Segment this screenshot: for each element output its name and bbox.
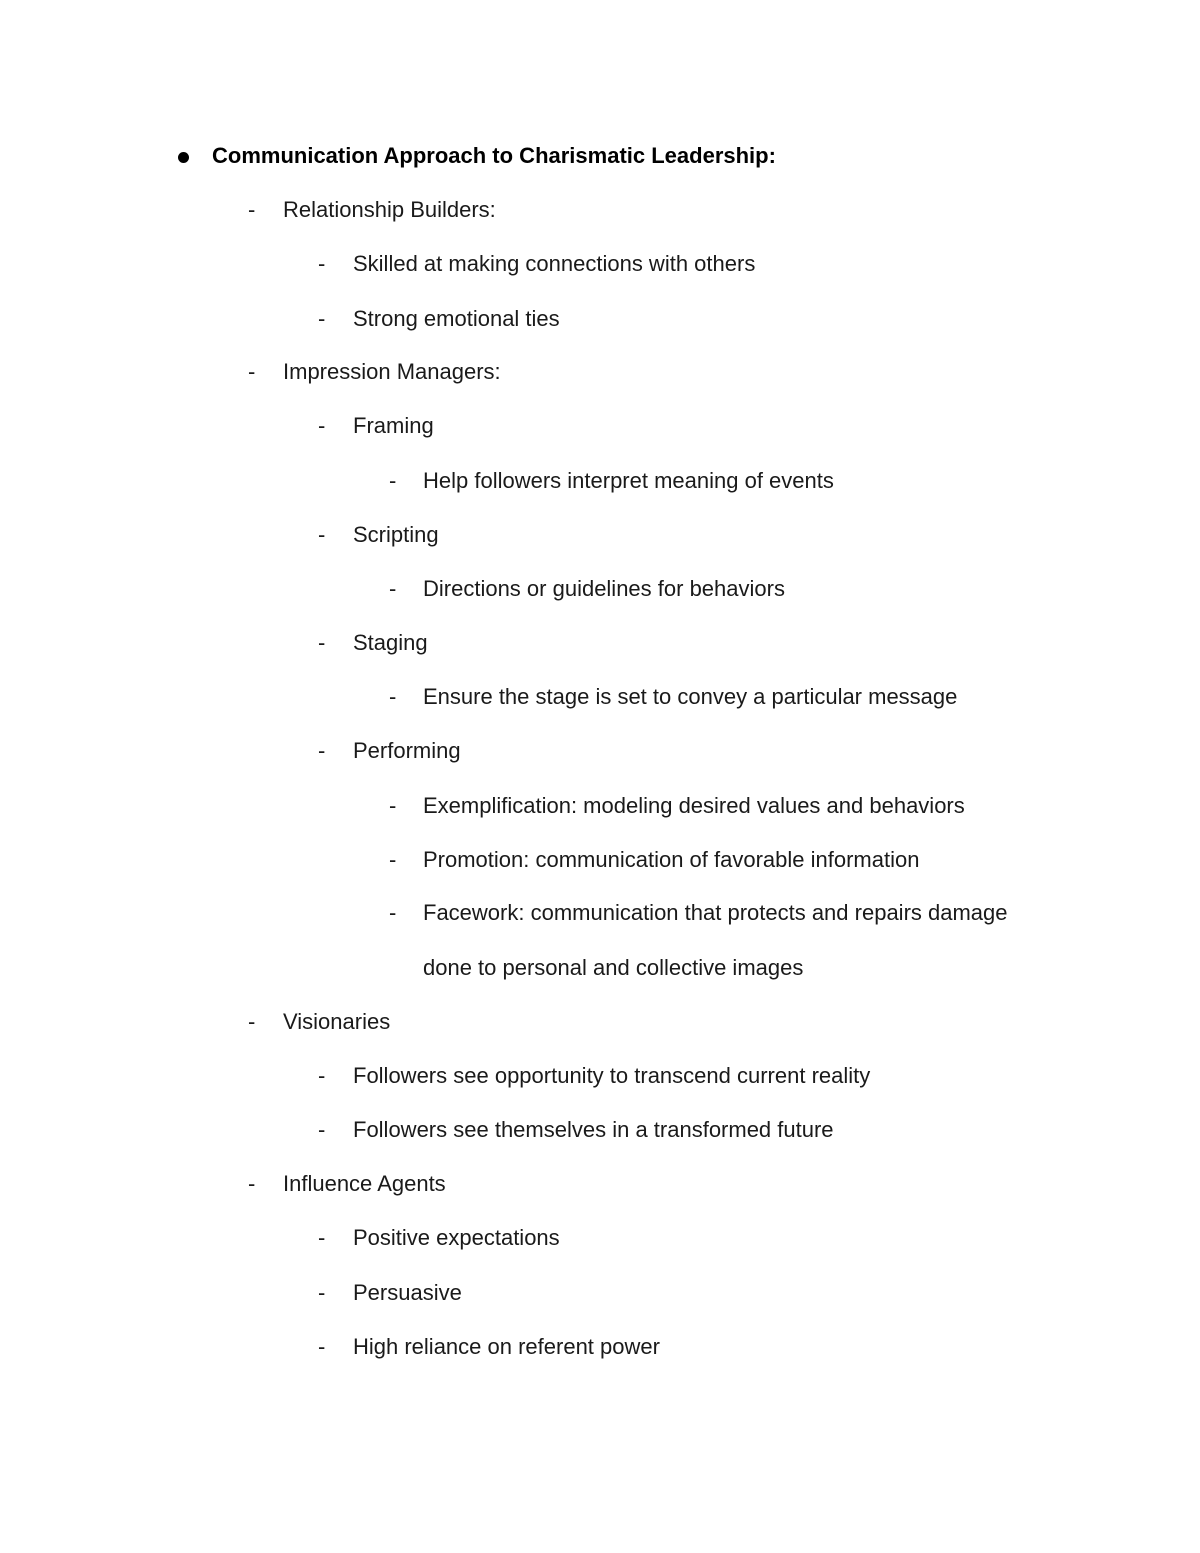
dash-marker: - (318, 1063, 326, 1088)
list-item: Followers see themselves in a transformed future (353, 1117, 834, 1142)
dash-marker: - (389, 793, 397, 818)
dash-marker: - (318, 1225, 326, 1250)
list-item: Influence Agents (283, 1171, 446, 1196)
dash-marker: - (248, 197, 256, 222)
dash-marker: - (248, 1171, 256, 1196)
list-item: Exemplification: modeling desired values and behaviors (423, 793, 965, 818)
dash-marker: - (389, 576, 397, 601)
dash-marker: - (389, 684, 397, 709)
list-item: Followers see opportunity to transcend current reality (353, 1063, 871, 1088)
bullet-dot-icon (178, 152, 189, 163)
list-item: Ensure the stage is set to convey a particular message (423, 684, 958, 709)
dash-marker: - (318, 413, 326, 438)
dash-marker: - (318, 1280, 326, 1305)
dash-marker: - (318, 1334, 326, 1359)
list-item: Promotion: communication of favorable information (423, 847, 920, 872)
list-item-continuation: done to personal and collective images (423, 955, 804, 980)
dash-marker: - (318, 630, 326, 655)
list-item: Persuasive (353, 1280, 462, 1305)
list-item: Relationship Builders: (283, 197, 496, 222)
list-item: Facework: communication that protects and repairs damage (423, 900, 1008, 925)
list-item: Performing (353, 738, 461, 763)
dash-marker: - (248, 359, 256, 384)
dash-marker: - (248, 1009, 256, 1034)
list-item: High reliance on referent power (353, 1334, 660, 1359)
dash-marker: - (318, 1117, 326, 1142)
list-item: Directions or guidelines for behaviors (423, 576, 785, 601)
list-item: Help followers interpret meaning of events (423, 468, 834, 493)
dash-marker: - (389, 468, 397, 493)
list-item: Staging (353, 630, 428, 655)
list-item: Skilled at making connections with others (353, 251, 756, 276)
dash-marker: - (389, 847, 397, 872)
list-item: Visionaries (283, 1009, 391, 1034)
list-item: Positive expectations (353, 1225, 560, 1250)
dash-marker: - (318, 251, 326, 276)
list-item: Framing (353, 413, 434, 438)
list-item: Strong emotional ties (353, 306, 560, 331)
dash-marker: - (318, 738, 326, 763)
dash-marker: - (318, 522, 326, 547)
dash-marker: - (389, 900, 397, 925)
list-item: Impression Managers: (283, 359, 501, 384)
list-item: Scripting (353, 522, 439, 547)
section-heading: Communication Approach to Charismatic Leadership: (212, 143, 776, 168)
dash-marker: - (318, 306, 326, 331)
